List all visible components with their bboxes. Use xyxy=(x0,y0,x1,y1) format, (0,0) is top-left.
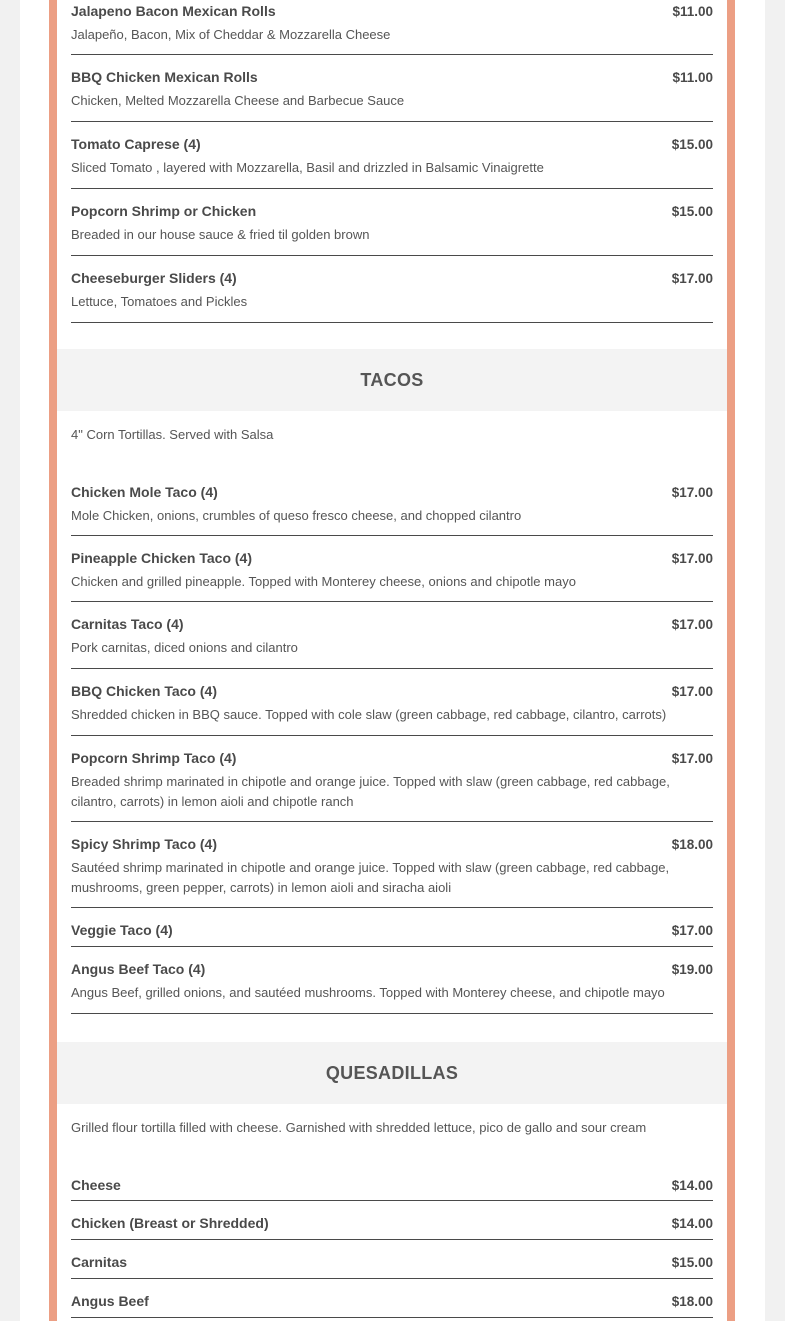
menu-item xyxy=(71,0,713,55)
menu-item xyxy=(71,1201,713,1240)
item-name: Carnitas Taco (4) xyxy=(71,616,184,632)
item-name: BBQ Chicken Mexican Rolls xyxy=(71,69,258,85)
menu-item xyxy=(71,736,713,822)
menu-item xyxy=(71,602,713,669)
menu-item xyxy=(71,1279,713,1318)
item-price: $17.00 xyxy=(671,617,713,632)
item-description: Mole Chicken, onions, crumbles of queso fresco cheese, and chopped cilantro xyxy=(71,508,522,523)
section-title: TACOS xyxy=(360,369,424,390)
item-description: Jalapeño, Bacon, Mix of Cheddar & Mozzarella Cheese xyxy=(71,27,391,42)
menu-item xyxy=(71,669,713,736)
menu-item xyxy=(71,189,713,256)
menu-item xyxy=(71,1240,713,1279)
item-name: Cheese xyxy=(71,1177,121,1193)
item-price: $17.00 xyxy=(671,751,713,766)
item-name: BBQ Chicken Taco (4) xyxy=(71,683,217,699)
item-description: Chicken, Melted Mozzarella Cheese and Barbecue Sauce xyxy=(71,93,405,108)
section-header-quesadillas xyxy=(57,1042,727,1104)
menu-item xyxy=(71,822,713,908)
section-intro: Grilled flour tortilla filled with cheese. Garnished with shredded lettuce, pico de gallo and sour cream xyxy=(71,1120,647,1135)
item-name: Popcorn Shrimp or Chicken xyxy=(71,203,257,219)
item-price: $18.00 xyxy=(671,1294,713,1309)
item-price: $17.00 xyxy=(671,485,713,500)
item-description: Chicken and grilled pineapple. Topped with Monterey cheese, onions and chipotle mayo xyxy=(71,574,576,589)
item-description: Breaded shrimp marinated in chipotle and orange juice. Topped with slaw (green cabbage, red cabbage, cilantro, carrots) in lemon aioli and chipotle ranch xyxy=(71,774,670,809)
menu-item xyxy=(71,256,713,323)
item-name: Pineapple Chicken Taco (4) xyxy=(71,550,253,566)
menu-item xyxy=(71,470,713,536)
tacos-list xyxy=(71,470,713,1014)
item-price: $17.00 xyxy=(671,551,713,566)
item-name: Jalapeno Bacon Mexican Rolls xyxy=(71,3,276,19)
item-description: Sliced Tomato , layered with Mozzarella, Basil and drizzled in Balsamic Vinaigrette xyxy=(71,160,544,175)
section-header-tacos xyxy=(57,349,727,411)
item-name: Angus Beef Taco (4) xyxy=(71,961,206,977)
menu-item xyxy=(71,947,713,1014)
item-description: Pork carnitas, diced onions and cilantro xyxy=(71,640,298,655)
menu-item xyxy=(71,122,713,189)
item-name: Chicken Mole Taco (4) xyxy=(71,484,218,500)
item-name: Spicy Shrimp Taco (4) xyxy=(71,836,217,852)
item-description: Shredded chicken in BBQ sauce. Topped with cole slaw (green cabbage, red cabbage, cilantro, carrots) xyxy=(71,707,667,722)
starters-list xyxy=(71,0,713,323)
item-price: $17.00 xyxy=(671,684,713,699)
item-name: Veggie Taco (4) xyxy=(71,922,173,938)
item-name: Cheeseburger Sliders (4) xyxy=(71,270,237,286)
item-price: $14.00 xyxy=(671,1216,713,1231)
item-description: Angus Beef, grilled onions, and sautéed mushrooms. Topped with Monterey cheese, and chipotle mayo xyxy=(71,985,665,1000)
quesadillas-list xyxy=(71,1163,713,1318)
item-price: $15.00 xyxy=(671,137,713,152)
item-price: $17.00 xyxy=(671,923,713,938)
item-name: Tomato Caprese (4) xyxy=(71,136,201,152)
menu-item xyxy=(71,1163,713,1201)
section-title: QUESADILLAS xyxy=(325,1062,459,1083)
item-price: $11.00 xyxy=(672,70,713,85)
item-name: Carnitas xyxy=(71,1254,128,1270)
item-name: Chicken (Breast or Shredded) xyxy=(71,1215,269,1231)
menu-item xyxy=(71,55,713,122)
menu-item xyxy=(71,908,713,947)
section-intro: 4" Corn Tortillas. Served with Salsa xyxy=(71,427,274,442)
item-name: Angus Beef xyxy=(71,1293,149,1309)
item-description: Sautéed shrimp marinated in chipotle and orange juice. Topped with slaw (green cabbage, red cabbage, mushrooms, green pepper, carrots) in lemon aioli and siracha aioli xyxy=(71,860,670,895)
item-name: Popcorn Shrimp Taco (4) xyxy=(71,750,237,766)
item-price: $11.00 xyxy=(672,4,713,19)
item-price: $14.00 xyxy=(671,1178,713,1193)
item-price: $18.00 xyxy=(671,837,713,852)
item-price: $17.00 xyxy=(671,271,713,286)
item-price: $15.00 xyxy=(671,1255,713,1270)
item-description: Breaded in our house sauce & fried til golden brown xyxy=(71,227,370,242)
menu-item xyxy=(71,536,713,602)
item-description: Lettuce, Tomatoes and Pickles xyxy=(71,294,248,309)
item-price: $19.00 xyxy=(671,962,713,977)
item-price: $15.00 xyxy=(671,204,713,219)
